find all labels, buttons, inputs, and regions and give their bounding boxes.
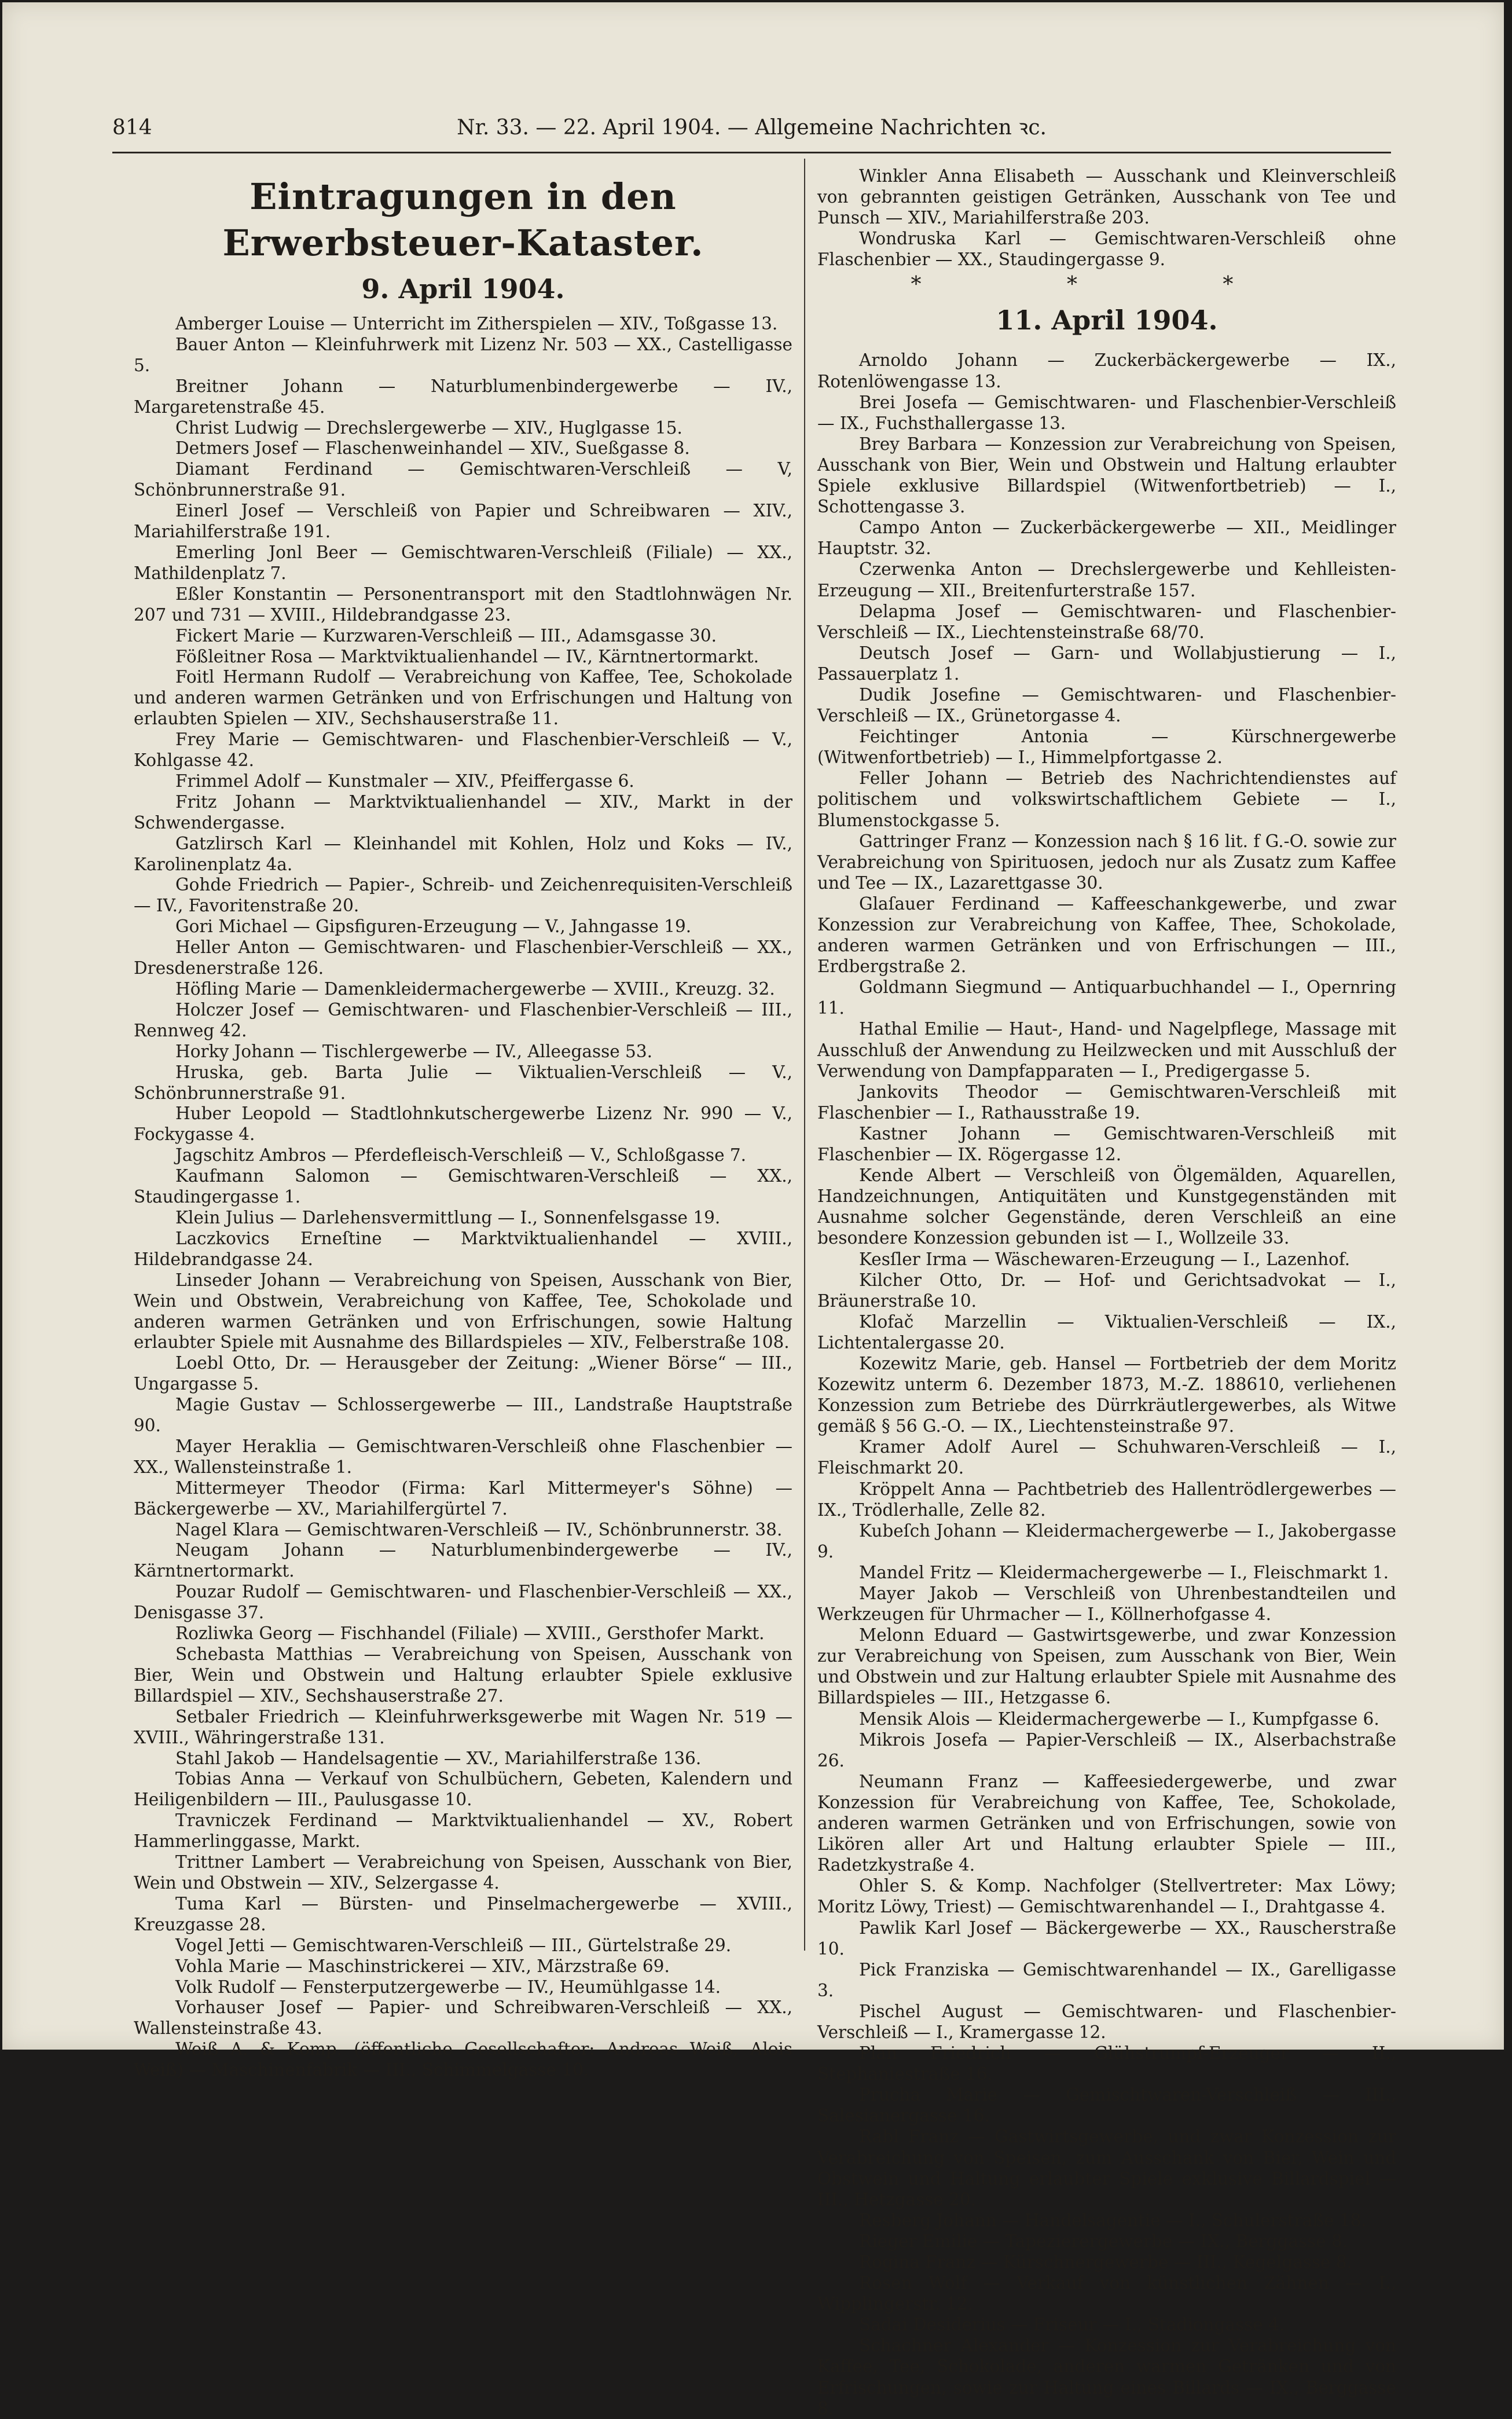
- register-entry: Frey Marie — Gemischtwaren- und Flaschenbier-Verschleiß — V., Kohlgasse 42.: [134, 730, 792, 771]
- register-entry: Deutsch Josef — Garn- und Wollabjustierung — I., Passauerplatz 1.: [817, 643, 1396, 684]
- register-entry: Rogina Franz — Kürschnergewerbe — III., Kegelgasse 8.: [859, 2252, 1352, 2272]
- register-entry: Schachner Alexander — Konzession zur Verabreichung von Kaffee, Tee, Schokolade, anderen warmen Getränken und von Erfrischungen, sowie zur Haltung eines Billards — IX., Berggasse 8.: [817, 2336, 1396, 2418]
- register-entry: Kastner Johann — Gemischtwaren-Verschleiß mit Flaschenbier — IX. Rögergasse 12.: [817, 1123, 1396, 1165]
- register-entry: Feichtinger Antonia — Kürschnergewerbe (Witwenfortbetrieb) — I., Himmelpfortgasse 2.: [817, 727, 1396, 768]
- register-entry: Mensik Alois — Kleidermachergewerbe — I., Kumpfgasse 6.: [859, 1709, 1379, 1729]
- register-entry: Wondruska Karl — Gemischtwaren-Verschleiß ohne Flaschenbier — XX., Staudingergasse 9.: [817, 229, 1396, 270]
- register-entry: Einerl Josef — Verschleiß von Papier und Schreibwaren — XIV., Mariahilferstraße 191.: [134, 501, 792, 542]
- register-entry: Mikrois Josefa — Papier-Verschleiß — IX., Alserbachstraße 26.: [817, 1729, 1396, 1771]
- register-entry: Frimmel Adolf — Kunstmaler — XIV., Pfeiffergasse 6.: [175, 771, 634, 791]
- register-entry: Resberg Johann — Handelsagentie — I., Schulerstraße 18.: [859, 2210, 1367, 2230]
- register-entry: Goldmann Siegmund — Antiquarbuchhandel — I., Opernring 11.: [817, 977, 1396, 1018]
- register-entry: Kramer Adolf Aurel — Schuhwaren-Verschleiß — I., Fleischmarkt 20.: [817, 1437, 1396, 1478]
- register-entry: Kozewitz Marie, geb. Hansel — Fortbetrieb der dem Moritz Kozewitz unterm 6. Dezember 1873, M.-Z. 188610, verliehenen Konzession zum Betriebe des Dürrkräutlergewerbes, als Witwe gemäß § 56 G.-O. — IX., Liechtensteinstraße 97.: [817, 1353, 1396, 1436]
- register-entry: Czerwenka Anton — Drechslergewerbe und Kehlleisten-Erzeugung — XII., Breitenfurterstraße 157.: [817, 559, 1396, 600]
- section-title: Eintragungen in den Erwerbsteuer-Kataster.: [222, 175, 704, 264]
- register-entry: Horky Johann — Tischlergewerbe — IV., Alleegasse 53.: [175, 1041, 652, 1061]
- register-entry: Hruska, geb. Barta Julie — Viktualien-Verschleiß — V., Schönbrunnerstraße 91.: [134, 1062, 792, 1103]
- register-entry: Pick Franziska — Gemischtwarenhandel — IX., Garelligasse 3.: [817, 1959, 1396, 2000]
- register-entry: Heller Anton — Gemischtwaren- und Flaschenbier-Verschleiß — XX., Dresdenerstraße 126.: [134, 937, 792, 978]
- column-divider: [804, 159, 805, 1951]
- register-entry: Glaſauer Ferdinand — Kaffeeschankgewerbe, und zwar Konzession zur Verabreichung von Kaffee, Thee, Schokolade, anderen warmen Getränken und von Erfrischungen — III., Erdbergstraße 2.: [817, 893, 1396, 977]
- register-entry: Prucha Marie — Gemischtwaren-Verschleiß — III., Salesianergasse 16.: [817, 2085, 1396, 2126]
- register-entry: Vogel Jetti — Gemischtwaren-Verschleiß — III., Gürtelstraße 29.: [175, 1935, 732, 1955]
- register-entry: Fickert Marie — Kurzwaren-Verschleiß — III., Adamsgasse 30.: [175, 625, 717, 646]
- register-entry: Kesſler Irma — Wäschewaren-Erzeugung — I., Lazenhof.: [859, 1249, 1350, 1269]
- register-entry: Laczkovics Erneſtine — Marktviktualienhandel — XVIII., Hildebrandgasse 24.: [134, 1228, 792, 1269]
- register-entry: Kende Albert — Verschleiß von Ölgemälden, Aquarellen, Handzeichnungen, Antiquitäten und Kunstgegenständen mit Ausnahme solcher Gegenstände, deren Verschleiß an eine besondere Konzession gebunden ist — I., Wollzeile 33.: [817, 1165, 1396, 1248]
- register-entry: Breitner Johann — Naturblumenbindergewerbe — IV., Margaretenstraße 45.: [134, 376, 792, 417]
- register-entry: Huber Leopold — Stadtlohnkutschergewerbe Lizenz Nr. 990 — V., Fockygasse 4.: [134, 1104, 792, 1145]
- register-entry: Ohler S. & Komp. Nachfolger (Stellvertreter: Max Löwy; Moritz Löwy, Triest) — Gemischtwarenhandel — I., Drahtgasse 4.: [817, 1876, 1396, 1917]
- entry-list-april-11: [817, 350, 1396, 2418]
- page-number: 814: [112, 116, 152, 140]
- entry-list-continued: [817, 166, 1396, 270]
- register-entry: Mandel Fritz — Kleidermachergewerbe — I., Fleischmarkt 1.: [859, 1562, 1389, 1582]
- register-entry: Brey Barbara — Konzession zur Verabreichung von Speisen, Ausschank von Bier, Wein und Obstwein und Haltung erlaubter Spiele exklusive Billardspiel (Witwenfortbetrieb) — I., Schottengasse 3.: [817, 434, 1396, 517]
- register-entry: Magie Gustav — Schlossergewerbe — III., Landstraße Hauptstraße 90.: [134, 1395, 792, 1436]
- register-entry: Stahl Jakob — Handelsagentie — XV., Mariahilferstraße 136.: [175, 1748, 702, 1768]
- register-entry: Klein Julius — Darlehensvermittlung — I., Sonnenfelsgasse 19.: [175, 1207, 721, 1227]
- register-entry: Jankovits Theodor — Gemischtwaren-Verschleiß mit Flaschenbier — I., Rathausstraße 19.: [817, 1082, 1396, 1123]
- register-entry: Schebasta Matthias — Verabreichung von Speisen, Ausschank von Bier, Wein und Obstwein und Haltung erlaubter Spiele exklusive Billardspiel — XIV., Sechshauserstraße 27.: [134, 1644, 792, 1706]
- register-entry: Kröppelt Anna — Pachtbetrieb des Hallentrödlergewerbes — IX., Trödlerhalle, Zelle 82.: [817, 1479, 1396, 1520]
- register-entry: Rosen Wolf — Verkauf von künstlichen Zähnen — I., Wipplingerstr. 12.: [817, 2273, 1396, 2314]
- register-entry: Delapma Josef — Gemischtwaren- und Flaschenbier-Verschleiß — IX., Liechtensteinstraße 68/70.: [817, 601, 1396, 642]
- register-entry: Brei Josefa — Gemischtwaren- und Flaschenbier-Verschleiß — IX., Fuchsthallergasse 13.: [817, 392, 1396, 433]
- register-entry: Bauer Anton — Kleinfuhrwerk mit Lizenz Nr. 503 — XX., Castelligasse 5.: [134, 334, 792, 375]
- register-entry: Diamant Ferdinand — Gemischtwaren-Verschleiß — V, Schönbrunnerstraße 91.: [134, 459, 792, 500]
- register-entry: Gohde Friedrich — Papier-, Schreib- und Zeichenrequisiten-Verschleiß — IV., Favoritenstraße 20.: [134, 875, 792, 916]
- register-entry: Pouzar Rudolf — Gemischtwaren- und Flaschenbier-Verschleiß — XX., Denisgasse 37.: [134, 1582, 792, 1623]
- register-entry: Jagschitz Ambros — Pferdefleisch-Verschleiß — V., Schloßgasse 7.: [175, 1145, 747, 1165]
- register-entry: Kaufmann Salomon — Gemischtwaren-Verschleiß — XX., Staudingergasse 1.: [134, 1166, 792, 1207]
- register-entry: Gattringer Franz — Konzession nach § 16 lit. f G.-O. sowie zur Verabreichung von Spirituosen, jedoch nur als Zusatz zum Kaffee und Tee — IX., Lazarettgasse 30.: [817, 831, 1396, 893]
- register-entry: Loebl Otto, Dr. — Herausgeber der Zeitung: „Wiener Börse“ — III., Ungargasse 5.: [134, 1353, 792, 1394]
- register-entry: Sadai Desiderius — Friseur — I., Stadiongasse 4.: [859, 2315, 1285, 2335]
- register-entry: Gatzlirsch Karl — Kleinhandel mit Kohlen, Holz und Koks — IV., Karolinenplatz 4a.: [134, 833, 792, 874]
- register-entry: Neugam Johann — Naturblumenbindergewerbe — IV., Kärntnertormarkt.: [134, 1540, 792, 1581]
- register-entry: Pischel August — Gemischtwaren- und Flaschenbier-Verschleiß — I., Kramergasse 12.: [817, 2001, 1396, 2042]
- register-entry: Weiß A. & Komp. (öffentliche Gesellschafter: Andreas Weiß, Alois Weiß) — Maschinenfabrik — III., Schimmelgasse 10.: [134, 2039, 792, 2080]
- register-entry: Dudik Josefine — Gemischtwaren- und Flaschenbier-Verschleiß — IX., Grünetorgasse 4.: [817, 684, 1396, 726]
- asterism-divider: * * *: [911, 273, 1303, 297]
- register-entry: Mittermeyer Theodor (Firma: Karl Mittermeyer's Söhne) — Bäckergewerbe — XV., Mariahilfergürtel 7.: [134, 1478, 792, 1519]
- date-heading-april-11: 11. April 1904.: [996, 305, 1218, 336]
- register-entry: Höfling Marie — Damenkleidermachergewerbe — XVIII., Kreuzg. 32.: [175, 979, 775, 999]
- register-entry: Trittner Lambert — Verabreichung von Speisen, Ausschank von Bier, Wein und Obstwein — XIV., Selzergasse 4.: [134, 1852, 792, 1893]
- register-entry: Christ Ludwig — Drechslergewerbe — XIV., Huglgasse 15.: [175, 417, 682, 438]
- register-entry: Rabl Franz — Gastwirtsgewerbe, und zwar Konzession zur Verabreichung von Speisen, zum Ausschank von Bier, Wein und Obstwein und Haltung erlaubter Spiele exklusive Billardspiel — III., Hetzgasse 20.: [817, 2127, 1396, 2209]
- register-entry: Detmers Josef — Flaschenweinhandel — XIV., Sueßgasse 8.: [175, 438, 690, 459]
- register-entry: Vorhauser Josef — Papier- und Schreibwaren-Verschleiß — XX., Wallensteinstraße 43.: [134, 1997, 792, 2039]
- running-head: [112, 113, 1391, 142]
- left-column: [134, 174, 792, 2081]
- register-entry: Plan Friedrich — Glühstrumpf-Erzeuger — II., Stephaniestraße 16.: [817, 2043, 1396, 2084]
- register-entry: Volk Rudolf — Fensterputzergewerbe — IV., Heumühlgasse 14.: [175, 1977, 721, 1997]
- register-entry: Holczer Josef — Gemischtwaren- und Flaschenbier-Verschleiß — III., Rennweg 42.: [134, 999, 792, 1040]
- register-entry: Tobias Anna — Verkauf von Schulbüchern, Gebeten, Kalendern und Heiligenbildern — III., Paulusgasse 10.: [134, 1769, 792, 1810]
- register-entry: Mayer Heraklia — Gemischtwaren-Verschleiß ohne Flaschenbier — XX., Wallensteinstraße 1.: [134, 1436, 792, 1477]
- newspaper-page: [2, 2, 1504, 2418]
- register-entry: Amberger Louise — Unterricht im Zitherspielen — XIV., Toßgasse 13.: [175, 314, 778, 333]
- register-entry: Tuma Karl — Bürsten- und Pinselmachergewerbe — XVIII., Kreuzgasse 28.: [134, 1893, 792, 1934]
- register-entry: Gori Michael — Gipsfiguren-Erzeugung — V., Jahngasse 19.: [175, 917, 692, 937]
- register-entry: Campo Anton — Zuckerbäckergewerbe — XII., Meidlinger Hauptstr. 32.: [817, 518, 1396, 559]
- register-entry: Emerling Jonl Beer — Gemischtwaren-Verschleiß (Filiale) — XX., Mathildenplatz 7.: [134, 542, 792, 583]
- register-entry: Hathal Emilie — Haut-, Hand- und Nagelpflege, Massage mit Ausschluß der Anwendung zu Heilzwecken und mit Ausschluß der Verwendung von Dampfapparaten — I., Predigergasse 5.: [817, 1019, 1396, 1081]
- register-entry: Kilcher Otto, Dr. — Hof- und Gerichtsadvokat — I., Bräunerstraße 10.: [817, 1270, 1396, 1311]
- running-title: Nr. 33. — 22. April 1904. — Allgemeine Nachrichten ꝛc.: [457, 116, 1047, 140]
- register-entry: Fößleitner Rosa — Marktviktualienhandel — IV., Kärntnertormarkt.: [175, 646, 759, 666]
- register-entry: Setbaler Friedrich — Kleinfuhrwerksgewerbe mit Wagen Nr. 519 — XVIII., Währingerstraße 131.: [134, 1706, 792, 1747]
- register-entry: Fritz Johann — Marktviktualienhandel — XIV., Markt in der Schwendergasse.: [134, 791, 792, 833]
- entry-list-april-9: [134, 314, 792, 2081]
- register-entry: Neumann Franz — Kaffeesiedergewerbe, und zwar Konzession für Verabreichung von Kaffee, Tee, Schokolade, anderen warmen Getränken und von Erfrischungen, sowie von Likören aller Art und Haltung erlaubter Spiele — III., Radetzkystraße 4.: [817, 1771, 1396, 1875]
- register-entry: Mayer Jakob — Verschleiß von Uhrenbestandteilen und Werkzeugen für Uhrmacher — I., Köllnerhofgasse 4.: [817, 1584, 1396, 1625]
- register-entry: Rieger Emilie — Tapezierergewerbe — IX., Berggasse 8.: [859, 2231, 1348, 2251]
- register-entry: Arnoldo Johann — Zuckerbäckergewerbe — IX., Rotenlöwengasse 13.: [817, 350, 1396, 391]
- register-entry: Linseder Johann — Verabreichung von Speisen, Ausschank von Bier, Wein und Obstwein, Verabreichung von Kaffee, Tee, Schokolade und anderen warmen Getränken und von Erfrischungen, sowie Haltung erlaubter Spiele mit Ausnahme des Billardspieles — XIV., Felberstraße 108.: [134, 1270, 792, 1353]
- register-entry: Feller Johann — Betrieb des Nachrichtendienstes auf politischem und volkswirtschaftlichem Gebiete — I., Blumenstockgasse 5.: [817, 768, 1396, 830]
- date-heading-april-9: 9. April 1904.: [361, 273, 565, 305]
- header-rule: [112, 152, 1391, 153]
- register-entry: Winkler Anna Elisabeth — Ausschank und Kleinverschleiß von gebrannten geistigen Getränken, Ausschank von Tee und Punsch — XIV., Mariahilferstraße 203.: [817, 166, 1396, 228]
- register-entry: Kubeſch Johann — Kleidermachergewerbe — I., Jakobergasse 9.: [817, 1520, 1396, 1562]
- register-entry: Pawlik Karl Josef — Bäckergewerbe — XX., Rauscherstraße 10.: [817, 1918, 1396, 1959]
- register-entry: Travniczek Ferdinand — Marktviktualienhandel — XV., Robert Hammerlinggasse, Markt.: [134, 1810, 792, 1852]
- register-entry: Rozliwka Georg — Fischhandel (Filiale) — XVIII., Gersthofer Markt.: [175, 1623, 765, 1644]
- register-entry: Eßler Konstantin — Personentransport mit den Stadtlohnwägen Nr. 207 und 731 — XVIII., Hildebrandgasse 23.: [134, 584, 792, 625]
- right-column: [817, 166, 1396, 2419]
- register-entry: Klofač Marzellin — Viktualien-Verschleiß — IX., Lichtentalergasse 20.: [817, 1311, 1396, 1353]
- register-entry: Foitl Hermann Rudolf — Verabreichung von Kaffee, Tee, Schokolade und anderen warmen Getränken und von Erfrischungen und Haltung von erlaubten Spielen — XIV., Sechshauserstraße 11.: [134, 667, 792, 729]
- register-entry: Vohla Marie — Maschinstrickerei — XIV., Märzstraße 69.: [175, 1956, 670, 1976]
- register-entry: Melonn Eduard — Gastwirtsgewerbe, und zwar Konzession zur Verabreichung von Speisen, zum Ausschank von Bier, Wein und Obstwein und zur Haltung erlaubter Spiele mit Ausnahme des Billardspieles — III., Hetzgasse 6.: [817, 1625, 1396, 1708]
- register-entry: Nagel Klara — Gemischtwaren-Verschleiß — IV., Schönbrunnerstr. 38.: [175, 1519, 783, 1540]
